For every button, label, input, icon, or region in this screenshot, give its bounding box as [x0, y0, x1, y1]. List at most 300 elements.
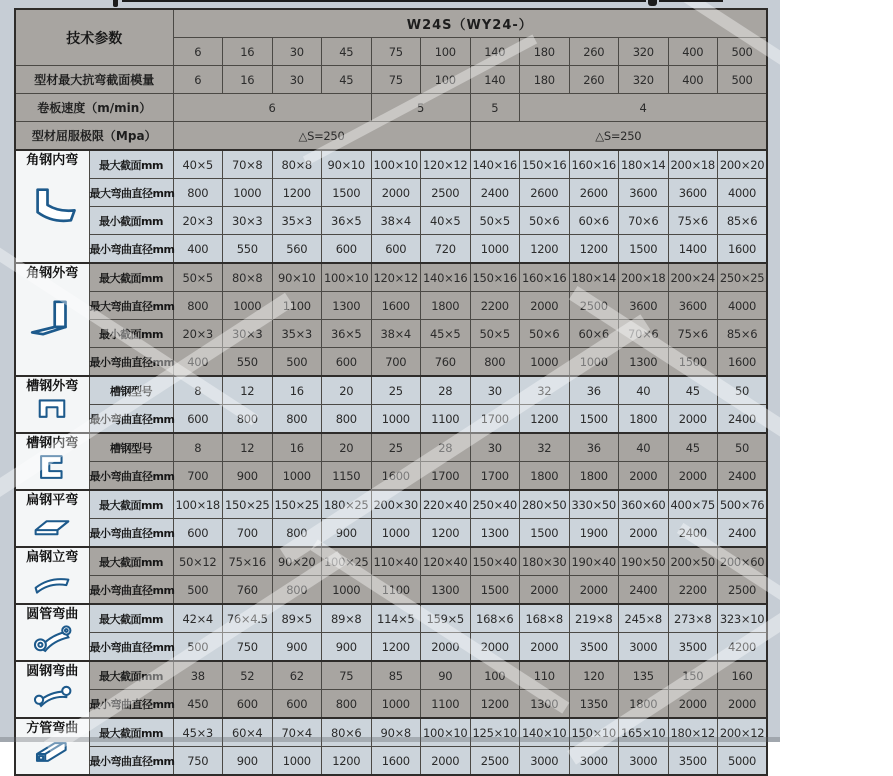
data-cell: 700 [173, 462, 223, 491]
data-cell: 2000 [520, 576, 570, 605]
data-cell: 1200 [520, 405, 570, 434]
data-cell: 40×5 [421, 207, 471, 235]
data-cell: 180×14 [569, 263, 619, 292]
data-cell: 110×40 [371, 547, 421, 576]
data-cell: 600 [173, 405, 223, 434]
data-cell: 2600 [520, 179, 570, 207]
data-cell: 90×20 [272, 547, 322, 576]
data-cell: 600 [371, 235, 421, 264]
data-cell: 120 [569, 661, 619, 690]
data-cell: 900 [223, 747, 273, 776]
series-title: W24S（WY24-） [173, 9, 767, 38]
data-cell: 140×10 [520, 718, 570, 747]
row-label: 最小弯曲直径mm [89, 405, 173, 434]
speed-value-cell: 4 [520, 94, 768, 122]
row-label: 最大弯曲直径mm [89, 292, 173, 320]
row-label: 最大弯曲直径mm [89, 179, 173, 207]
data-cell: 90×10 [272, 263, 322, 292]
data-cell: 1200 [421, 519, 471, 548]
modulus-value-cell: 6 [173, 66, 223, 94]
data-cell: 200×20 [718, 150, 768, 179]
data-cell: 50×5 [173, 263, 223, 292]
data-cell: 1100 [272, 292, 322, 320]
data-cell: 1000 [272, 747, 322, 776]
data-cell: 8 [173, 376, 223, 405]
data-cell: 50×12 [173, 547, 223, 576]
data-cell: 330×50 [569, 490, 619, 519]
data-cell: 600 [173, 519, 223, 548]
data-cell: 45 [668, 376, 718, 405]
data-cell: 75×6 [668, 320, 718, 348]
data-cell: 2400 [718, 462, 768, 491]
data-cell: 75×6 [668, 207, 718, 235]
section-title: 圆管弯曲 [26, 607, 79, 622]
data-cell: 1300 [470, 519, 520, 548]
data-cell: 100×18 [173, 490, 223, 519]
data-cell: 1500 [322, 179, 372, 207]
section-row [15, 576, 767, 605]
row-label: 最大截面mm [89, 547, 173, 576]
data-cell: 20 [322, 433, 372, 462]
modulus-value-cell: 75 [371, 66, 421, 94]
data-cell: 1600 [371, 292, 421, 320]
row-label: 最大截面mm [89, 718, 173, 747]
data-cell: 140×16 [470, 150, 520, 179]
data-cell: 60×4 [223, 718, 273, 747]
section-group-cell [15, 263, 89, 376]
data-cell: 75×16 [223, 547, 273, 576]
data-cell: 100×25 [322, 547, 372, 576]
data-cell: 45×5 [421, 320, 471, 348]
row-label: 最小弯曲直径mm [89, 690, 173, 719]
section-title: 角钢内弯 [26, 153, 79, 168]
modulus-value-cell: 320 [619, 66, 669, 94]
data-cell: 50 [718, 433, 768, 462]
data-cell: 2000 [421, 747, 471, 776]
data-cell: 4200 [718, 633, 768, 662]
data-cell: 2000 [421, 633, 471, 662]
data-cell: 168×8 [520, 604, 570, 633]
row-label: 槽钢型号 [89, 433, 173, 462]
section-title: 方管弯曲 [26, 721, 79, 736]
row-label: 最小弯曲直径mm [89, 348, 173, 377]
data-cell: 1800 [520, 462, 570, 491]
data-cell: 1000 [371, 405, 421, 434]
data-cell: 12 [223, 376, 273, 405]
data-cell: 2000 [569, 576, 619, 605]
data-cell: 90×10 [322, 150, 372, 179]
data-cell: 550 [223, 235, 273, 264]
section-group-cell [15, 150, 89, 263]
modulus-value-cell: 500 [718, 66, 768, 94]
data-cell: 200×60 [718, 547, 768, 576]
data-cell: 100×10 [421, 718, 471, 747]
data-cell: 720 [421, 235, 471, 264]
data-cell: 28 [421, 433, 471, 462]
column-header: 6 [173, 38, 223, 66]
data-cell: 180×14 [619, 150, 669, 179]
data-cell: 20 [322, 376, 372, 405]
data-cell: 2400 [619, 576, 669, 605]
data-cell: 30×3 [223, 320, 273, 348]
section-row [15, 547, 767, 576]
section-row [15, 348, 767, 377]
data-cell: 76×4.5 [223, 604, 273, 633]
data-cell: 125×10 [470, 718, 520, 747]
channel-inner-bend-icon [16, 452, 89, 482]
data-cell: 40 [619, 376, 669, 405]
data-cell: 3600 [619, 179, 669, 207]
data-cell: 1100 [371, 576, 421, 605]
data-cell: 1500 [520, 519, 570, 548]
section-row [15, 433, 767, 462]
data-cell: 219×8 [569, 604, 619, 633]
data-cell: 200×18 [668, 150, 718, 179]
data-cell: 200×50 [668, 547, 718, 576]
data-cell: 245×8 [619, 604, 669, 633]
data-cell: 159×5 [421, 604, 471, 633]
modulus-value-cell: 16 [223, 66, 273, 94]
column-header: 30 [272, 38, 322, 66]
modulus-value-cell: 260 [569, 66, 619, 94]
modulus-value-cell: 100 [421, 66, 471, 94]
data-cell: 4000 [718, 292, 768, 320]
data-cell: 1000 [569, 348, 619, 377]
column-header: 260 [569, 38, 619, 66]
data-cell: 165×10 [619, 718, 669, 747]
data-cell: 85×6 [718, 207, 768, 235]
data-cell: 900 [272, 633, 322, 662]
data-cell: 16 [272, 433, 322, 462]
section-title: 角钢外弯 [26, 266, 79, 281]
section-group-cell [15, 547, 89, 604]
data-cell: 1800 [619, 690, 669, 719]
row-label: 最大截面mm [89, 661, 173, 690]
data-cell: 150×25 [272, 490, 322, 519]
data-cell: 1000 [470, 235, 520, 264]
data-cell: 16 [272, 376, 322, 405]
data-cell: 2000 [520, 292, 570, 320]
row-label: 最小弯曲直径mm [89, 633, 173, 662]
data-cell: 32 [520, 376, 570, 405]
data-cell: 1000 [371, 690, 421, 719]
technical-parameters-table [14, 8, 768, 776]
data-cell: 600 [322, 348, 372, 377]
data-cell: 1000 [520, 348, 570, 377]
speed-label: 卷板速度（m/min） [15, 94, 173, 122]
row-label: 最大截面mm [89, 150, 173, 179]
data-cell: 2000 [371, 179, 421, 207]
data-cell: 1800 [421, 292, 471, 320]
data-cell: 50×6 [520, 207, 570, 235]
data-cell: 160×16 [569, 150, 619, 179]
data-cell: 38×4 [371, 320, 421, 348]
data-cell: 80×8 [223, 263, 273, 292]
data-cell: 2000 [668, 690, 718, 719]
channel-outer-bend-icon [16, 395, 89, 425]
data-cell: 1000 [223, 292, 273, 320]
data-cell: 2000 [619, 462, 669, 491]
section-group-cell [15, 433, 89, 490]
data-cell: 85 [371, 661, 421, 690]
data-cell: 1700 [421, 462, 471, 491]
section-title: 扁钢平弯 [26, 493, 79, 508]
data-cell: 70×6 [619, 207, 669, 235]
data-cell: 1600 [718, 348, 768, 377]
section-row [15, 690, 767, 719]
data-cell: 1150 [322, 462, 372, 491]
section-row [15, 376, 767, 405]
modulus-value-cell: 140 [470, 66, 520, 94]
data-cell: 50 [718, 376, 768, 405]
speed-value-cell: 6 [173, 94, 371, 122]
section-row [15, 235, 767, 264]
data-cell: 1000 [322, 576, 372, 605]
data-cell: 42×4 [173, 604, 223, 633]
data-cell: 30 [470, 376, 520, 405]
section-row [15, 405, 767, 434]
data-cell: 760 [223, 576, 273, 605]
data-cell: 160 [718, 661, 768, 690]
data-cell: 25 [371, 433, 421, 462]
data-cell: 1100 [421, 405, 471, 434]
bottom-shadow-strip [0, 737, 780, 742]
modulus-row [15, 66, 767, 94]
section-title: 扁钢立弯 [26, 550, 79, 565]
section-row [15, 207, 767, 235]
data-cell: 220×40 [421, 490, 471, 519]
data-cell: 2400 [470, 179, 520, 207]
data-cell: 30×3 [223, 207, 273, 235]
data-cell: 1200 [322, 747, 372, 776]
data-cell: 180×30 [520, 547, 570, 576]
data-cell: 60×6 [569, 207, 619, 235]
data-cell: 38 [173, 661, 223, 690]
data-cell: 100×10 [322, 263, 372, 292]
data-cell: 1800 [619, 405, 669, 434]
data-cell: 1000 [223, 179, 273, 207]
data-cell: 800 [173, 179, 223, 207]
data-cell: 1500 [668, 348, 718, 377]
data-cell: 140×16 [421, 263, 471, 292]
data-cell: 1800 [569, 462, 619, 491]
data-cell: 2500 [470, 747, 520, 776]
data-cell: 1300 [421, 576, 471, 605]
speed-value-cell: 5 [371, 94, 470, 122]
data-cell: 40×5 [173, 150, 223, 179]
data-cell: 800 [272, 519, 322, 548]
section-group-cell [15, 490, 89, 547]
data-cell: 2000 [668, 462, 718, 491]
text-baseline-fragment [122, 0, 646, 2]
modulus-label: 型材最大抗弯截面模量 [15, 66, 173, 94]
data-cell: 200×30 [371, 490, 421, 519]
section-row [15, 150, 767, 179]
data-cell: 85×6 [718, 320, 768, 348]
data-cell: 2200 [668, 576, 718, 605]
data-cell: 760 [421, 348, 471, 377]
text-baseline-fragment [659, 0, 723, 2]
data-cell: 750 [223, 633, 273, 662]
data-cell: 1600 [718, 235, 768, 264]
data-cell: 200×24 [668, 263, 718, 292]
data-cell: 1200 [520, 235, 570, 264]
column-header: 16 [223, 38, 273, 66]
data-cell: 168×6 [470, 604, 520, 633]
data-cell: 273×8 [668, 604, 718, 633]
data-cell: 50×5 [470, 207, 520, 235]
flat-steel-flat-bend-icon [16, 509, 89, 539]
row-label: 最大截面mm [89, 490, 173, 519]
data-cell: 900 [322, 519, 372, 548]
data-cell: 2400 [668, 519, 718, 548]
data-cell: 1200 [371, 633, 421, 662]
data-cell: 38×4 [371, 207, 421, 235]
data-cell: 90 [421, 661, 471, 690]
data-cell: 30 [470, 433, 520, 462]
column-header: 400 [668, 38, 718, 66]
data-cell: 180×12 [668, 718, 718, 747]
yield-value-cell: △S=250 [173, 122, 470, 151]
yield-value-cell: △S=250 [470, 122, 767, 151]
data-cell: 60×6 [569, 320, 619, 348]
data-cell: 50×6 [520, 320, 570, 348]
data-cell: 2500 [569, 292, 619, 320]
data-cell: 3000 [569, 747, 619, 776]
data-cell: 20×3 [173, 320, 223, 348]
data-cell: 750 [173, 747, 223, 776]
data-cell: 2200 [470, 292, 520, 320]
modulus-value-cell: 45 [322, 66, 372, 94]
round-tube-bend-icon [16, 623, 89, 653]
data-cell: 700 [223, 519, 273, 548]
section-row [15, 292, 767, 320]
row-label: 最小截面mm [89, 320, 173, 348]
data-cell: 500 [272, 348, 322, 377]
modulus-value-cell: 400 [668, 66, 718, 94]
data-cell: 3500 [668, 747, 718, 776]
data-cell: 40 [619, 433, 669, 462]
data-cell: 36×5 [322, 320, 372, 348]
data-cell: 190×50 [619, 547, 669, 576]
data-cell: 3000 [619, 633, 669, 662]
row-label: 最小截面mm [89, 207, 173, 235]
data-cell: 500 [173, 633, 223, 662]
column-header: 100 [421, 38, 471, 66]
data-cell: 1700 [470, 462, 520, 491]
data-cell: 1000 [272, 462, 322, 491]
round-bar-bend-icon [16, 680, 89, 710]
data-cell: 150×16 [520, 150, 570, 179]
data-cell: 180×25 [322, 490, 372, 519]
data-cell: 1600 [371, 462, 421, 491]
data-cell: 250×40 [470, 490, 520, 519]
data-cell: 8 [173, 433, 223, 462]
section-row [15, 747, 767, 776]
data-cell: 75 [322, 661, 372, 690]
data-cell: 190×40 [569, 547, 619, 576]
section-row [15, 320, 767, 348]
row-label: 最小弯曲直径mm [89, 462, 173, 491]
data-cell: 1350 [569, 690, 619, 719]
section-row [15, 462, 767, 491]
section-row [15, 661, 767, 690]
data-cell: 1300 [322, 292, 372, 320]
data-cell: 1200 [470, 690, 520, 719]
section-group-cell [15, 604, 89, 661]
data-cell: 70×8 [223, 150, 273, 179]
data-cell: 135 [619, 661, 669, 690]
data-cell: 800 [173, 292, 223, 320]
data-cell: 25 [371, 376, 421, 405]
data-cell: 3000 [520, 747, 570, 776]
data-cell: 600 [322, 235, 372, 264]
data-cell: 2400 [718, 519, 768, 548]
data-cell: 2000 [520, 633, 570, 662]
section-row [15, 718, 767, 747]
data-cell: 800 [272, 405, 322, 434]
data-cell: 62 [272, 661, 322, 690]
section-row [15, 519, 767, 548]
data-cell: 323×10 [718, 604, 768, 633]
section-title: 槽钢内弯 [26, 436, 79, 451]
data-cell: 1200 [272, 179, 322, 207]
modulus-value-cell: 180 [520, 66, 570, 94]
data-cell: 2000 [668, 405, 718, 434]
data-cell: 560 [272, 235, 322, 264]
data-cell: 1500 [470, 576, 520, 605]
data-cell: 36 [569, 376, 619, 405]
row-label: 最小弯曲直径mm [89, 519, 173, 548]
data-cell: 2400 [718, 405, 768, 434]
column-header: 45 [322, 38, 372, 66]
corner-label: 技术参数 [15, 9, 173, 66]
data-cell: 800 [272, 576, 322, 605]
section-row [15, 490, 767, 519]
column-header: 500 [718, 38, 768, 66]
data-cell: 600 [272, 690, 322, 719]
data-cell: 900 [223, 462, 273, 491]
row-label: 最小弯曲直径mm [89, 747, 173, 776]
data-cell: 114×5 [371, 604, 421, 633]
data-cell: 600 [223, 690, 273, 719]
data-cell: 160×16 [520, 263, 570, 292]
data-cell: 800 [223, 405, 273, 434]
data-cell: 1500 [619, 235, 669, 264]
data-cell: 35×3 [272, 207, 322, 235]
data-cell: 80×6 [322, 718, 372, 747]
data-cell: 3600 [619, 292, 669, 320]
section-title: 槽钢外弯 [26, 379, 79, 394]
flat-steel-edge-bend-icon [16, 566, 89, 596]
data-cell: 20×3 [173, 207, 223, 235]
data-cell: 120×12 [421, 150, 471, 179]
data-cell: 360×60 [619, 490, 669, 519]
column-header: 320 [619, 38, 669, 66]
data-cell: 100 [470, 661, 520, 690]
data-cell: 150 [668, 661, 718, 690]
data-cell: 3500 [569, 633, 619, 662]
data-cell: 800 [322, 690, 372, 719]
data-cell: 70×4 [272, 718, 322, 747]
data-cell: 900 [322, 633, 372, 662]
data-cell: 1300 [520, 690, 570, 719]
data-cell: 35×3 [272, 320, 322, 348]
data-cell: 2600 [569, 179, 619, 207]
data-cell: 28 [421, 376, 471, 405]
data-cell: 70×6 [619, 320, 669, 348]
data-cell: 150×25 [223, 490, 273, 519]
